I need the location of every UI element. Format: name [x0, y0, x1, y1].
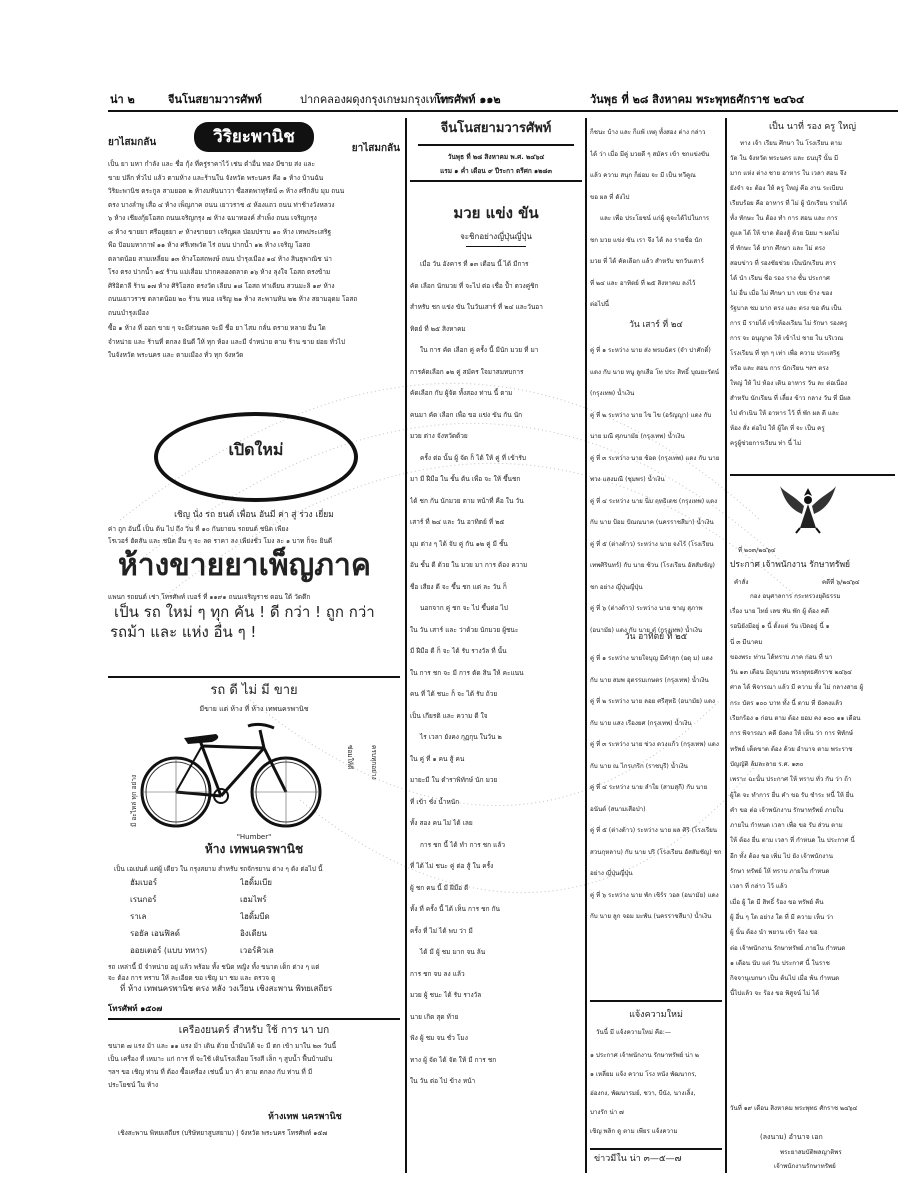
- article-line: ทั้ง สอง คน ไม่ ได้ เลย: [410, 819, 473, 827]
- notice-list: [590, 1046, 722, 1141]
- proclamation-line: กระ บัตร ๑๐๐ บาท ทั้ง นี้ ตาม ที่ ยังคงแล้ว: [730, 699, 843, 707]
- article-line: ชื่อ เสียง ดี จะ ขึ้น ชก แต่ ละ วัน ก็: [410, 582, 507, 591]
- brand-list-left: [130, 874, 250, 959]
- masthead-title: จีนโนสยามวารศัพท์: [440, 121, 552, 136]
- ad-text-line: ตรง บางลำพู เสื่อ ๔ ห้าง เพ็ญภาค ถนน เยาวราช ๕ ห้องแถว ถนน ท่าช้างวังหลวง: [108, 200, 335, 209]
- ad-title: เครื่องยนตร์ สำหรับ ใช้ การ นา บก: [178, 1025, 330, 1036]
- proclamation-line: การ พิจารณา คดี ยังคง ให้ เห็น ว่า การ พิทักษ์: [730, 730, 853, 738]
- notice-item: บางรัก น่า ๗: [590, 1109, 624, 1116]
- paper-address: ปากคลองผดุงกรุงเกษมกรุงเทพฯ: [300, 93, 451, 106]
- proclamation-line: กิจจานุเบกษา เป็น ต้นไป เมื่อ พ้น กำหนด: [730, 975, 840, 983]
- article-headline: มวย แข่ง ขัน: [453, 204, 539, 222]
- bicycle-illustration: [136, 720, 326, 830]
- sunday-bouts: [590, 648, 722, 928]
- column-divider: [585, 118, 587, 1173]
- brand-item: ราเล: [130, 912, 147, 921]
- notice-title: แจ้งความใหม่: [629, 1010, 683, 1020]
- brand-item: ฮัมเบอร์: [130, 878, 158, 887]
- article-line: มวย ผู้ ชนะ ได้ รับ รางวัล: [410, 991, 482, 999]
- slogan-line-1: เป็น รถ ใหม่ ๆ ทุก คัน ! ดี กว่า ! ถูก กว่า: [114, 603, 375, 621]
- article-line: หรือ และ สอน การ นักเรียน ฯลฯ ตรง: [730, 365, 829, 372]
- article-line: อัน ชั้น ดี ด้วย ใน มวย มา การ ต้อง ความ: [410, 561, 528, 569]
- ad-text-line: เป็น ยา มหา กำลัง และ ชื่อ กุ้ง ที่ครู่ราคาไว้ เช่น ตำอื่น ทอง มีขาย ส่ง และ: [108, 160, 315, 168]
- shop-phone: โทรศัพท์ ๑๕๐๗: [108, 1004, 163, 1013]
- proclamation-line: ศาล ได้ พิจารณา แล้ว มี ความ ทั้ง ไม่ กลางสาย ผู้: [730, 684, 864, 692]
- article-line: โรงเรียน ที่ ทุก ๆ เท่า เพื่อ ความ ประเสริฐ: [730, 350, 840, 357]
- article-line: ผู้ ชก คน นี้ มี ฝีมือ ดี: [410, 883, 469, 892]
- article-line: เสาร์ ที่ ๒๔ และ วัน อาทิตย์ ที่ ๒๕: [410, 518, 505, 526]
- article-line: ทั้ง ที่ ครั้ง นี้ ได้ เห็น การ ชก กัน: [410, 905, 500, 913]
- article-line: ชก มวย แข่ง ขัน เรา จึง ได้ ลง รายชื่อ นัก: [590, 236, 703, 244]
- article-line: ก็ชนะ บ้าง และ ก็แพ้ เหตุ ทั้งสอง ต่าง กล่าว: [590, 129, 706, 136]
- proclamation-body: [730, 604, 895, 1002]
- ad-brand-title: วิริยะพานิช: [194, 122, 314, 152]
- proclamation-line: เพราะ ฉะนั้น ประกาศ ให้ ทราบ ทั่ว กัน ว่า ถ้า: [730, 776, 852, 784]
- brand-name: "Humber": [236, 833, 272, 841]
- shop-name-headline: ห้างขายยาเพ็ญภาค: [118, 548, 371, 583]
- ad-text-line: เป็น เครื่อง ที่ เหมาะ แก่ การ ที่ จะใช้ เดินโรงเลื่อย โรงสี เล็ก ๆ สูบน้ำ ฟื้นบ้านมัน: [108, 1055, 333, 1063]
- ad-text-line: รถ เหล่านี้ มี จำหน่าย อยู่ แล้ว พร้อม ทั้ง ชนิด หญิง ทั้ง ขนาด เด็ก ต่าง ๆ แต่: [108, 963, 320, 971]
- proclamation-line: เรียกร้อง ๑ ก่อน ตาม ต้อง ยอม คง ๑๐๐ ๑๑ เดือน: [730, 715, 861, 723]
- bout-item: คู่ ที่ ๕ (ต่างด้าว) ระหว่าง นาย จงไร้ (โรงเรียน เทพศิรินทร์) กับ นาย ซ้วน (โรงเรียน อัสสัมชัญ) ชก อย่าง ญี่ปุ่นญี่ปุ่น: [590, 540, 715, 591]
- proclamation-line: ให้ ต้อง ยื่น ตาม เวลา ที่ กำหนด ใน ประกาศ นี้: [730, 837, 855, 845]
- article-line: นอกจาก คู่ ชก จะ ไป ขึ้นต่อ ไป: [420, 604, 508, 612]
- bout-item: คู่ ที่ ๓ ระหว่าง นาย ช้อด (กรุงเทพ) แดง กับ นาย พวง แสงมณี (ชุมพร) น้ำเงิน: [590, 454, 720, 483]
- article-line: มา มี ฝีมือ ใน ชั้น ต้น เพื่อ จะ ให้ ขึ้นชก: [410, 475, 521, 483]
- article-line: ต่อไปนี้: [590, 301, 610, 308]
- masthead-date: วันพุธ ที่ ๒๘ สิงหาคม พ.ศ. ๒๔๖๔: [447, 153, 545, 161]
- proclamation-line: วัน ๑๓ เดือน มิถุนายน พระพุทธศักราช ๒๔๖๔: [730, 669, 852, 677]
- ad-divider: [108, 676, 400, 678]
- bout-item: คู่ ที่ ๔ ระหว่าง นาย นิ่ม ฤทธิเดช (กรุงเทพ) แดง กับ นาย ป้อม ปัณณนาค (นครราชสีมา) น้ำเงิน: [590, 497, 718, 526]
- header-rule: [108, 110, 898, 112]
- article-line: มวย ที่ ได้ คัดเลือก แล้ว สำหรับ ชกวันเสาร์: [590, 258, 704, 265]
- ad-side-left: ยาไสมกลั่น: [108, 137, 157, 148]
- brand-item: เวอร์คิวเล: [240, 946, 274, 955]
- article-line: ครั้ง ที่ ไม่ ได้ พบ ว่า มี: [410, 926, 473, 935]
- ad-text-line: ๘ ห้าง ขายยา ศรีอยุธยา ๙ ห้างขายยา เจริญผล ป่อมปราบ ๑๐ ห้าง เทพประเสริฐ: [108, 227, 332, 236]
- article-line: ได้ ว่า เมื่อ มีคู่ มวยดี ๆ สมัคร เข้า ชกแข่งขัน: [590, 150, 710, 158]
- proclamation-line: ของพระ ท่าน ได้ทราบ ภาค ก่อน ที่ นา: [730, 653, 833, 661]
- article-line: คัด เลือก นักมวย ที่ จะไป ต่อ เชื่อ ป้ำ ตวงคู่ชิก: [410, 281, 539, 290]
- article-line: ไร เวลา ยังคง กุฏกุน ในวัน ๒: [420, 733, 502, 741]
- article-line: นาย เกิด สุด ท้าย: [410, 1012, 459, 1021]
- brand-item: อิงเดียน: [240, 929, 267, 938]
- proclamation-ref: ที่ ๒๐๓/๒๔๖๔: [738, 547, 776, 554]
- proclamation-line: ภายใน กำหนด เวลา เพื่อ ขอ รับ ส่วน ตาม: [730, 822, 843, 830]
- article-line: ใน การ ชก จะ มี การ ตัด สิน ให้ คะแนน: [410, 668, 524, 677]
- masthead: [410, 118, 582, 198]
- article-line: มายะมี ใน ตำราพิทักษ์ นัก มวย: [410, 776, 498, 784]
- notice-item: เชิญ พลิก ดู ตาม เพียร แจ้งความ: [590, 1128, 678, 1135]
- article-line: ใน คู่ ที่ ๑ คน สู้ คน: [410, 754, 465, 763]
- ad-divider: [108, 1018, 400, 1020]
- brand-item: ไฮดิ้มบีด: [240, 912, 270, 921]
- article-line: ได้ นำ เรียน ชื่อ รอง ราง ชั้น ประกาศ: [730, 275, 830, 282]
- article-line: สำหรับ ชก แข่ง ขัน ในวันเสาร์ ที่ ๒๔ และวันอา: [410, 303, 543, 311]
- bout-item: คู่ ที่ ๕ (ต่างด้าว) ระหว่าง นาย ผล ศิริ (โรงเรียนสวนกุหลาบ) กับ นาย ปริ (โรงเรียน อัสสัมชัญ) ชก อย่าง ญี่ปุ่นญี่ปุ่น: [590, 827, 722, 877]
- article-assistant-teacher: [730, 118, 895, 468]
- article-line: ที่ ได้ ไม่ ชนะ คู่ ต่อ สู้ ใน ครั้ง: [410, 862, 494, 870]
- slogan-line-2: รถม้า และ แห่ง อื่น ๆ !: [110, 623, 257, 641]
- proclamation-line: นี่ ๓ มีนาคม: [730, 638, 763, 646]
- brand-item: รอยัล เอนฟิลด์: [130, 929, 181, 938]
- article-line: มี ฝีมือ ดี ก็ จะ ได้ รับ รางวัล ที่ นั้น: [410, 647, 507, 655]
- article-line: ใน วัน เสาร์ และ ว่าด้วย นักมวย ผู้ชนะ: [410, 625, 519, 634]
- signer-office: เจ้าพนักงานรักษาทรัพย์: [774, 1163, 836, 1170]
- article-line: และ เพื่อ ประโยชน์ แก่ผู้ ดูจะได้ไปในการ: [600, 215, 710, 222]
- ad-text-line: ฯลฯ ขอ เชิญ ท่าน ที่ ต้อง ซื้อเครื่อง เช่นนี้ มา ค้า ตาม ตกลง กับ ท่าน ที่ มี: [108, 1068, 313, 1076]
- ad-text-line: ๖ ห้าง เชียงกุ้ยโอสถ ถนนเจริญกรุง ๗ ห้าง ฉมาทองค์ สำเพ็ง ถนน เจริญกรุง: [108, 214, 317, 222]
- article-line: ใน วัน ต่อ ไป ข้าง หน้า: [410, 1077, 476, 1085]
- ad-title: รถ ดี ไม่ มี ขาย: [210, 683, 298, 698]
- article-line: แล้ว ความ สนุก ก็ย่อม จะ มี เป็น ทวีคูณ: [590, 172, 696, 179]
- proclamation-line: ผู้ อื่น ๆ ใด อย่าง ใด ที่ มี ความ เห็น ว่า: [730, 913, 834, 921]
- signature: (ลงนาม) อำนาจ เอก: [760, 1133, 823, 1141]
- proclamation-line: อีก ทั้ง ต้อง ขอ เพิ่ม ไป ยัง เจ้าพนักงาน: [730, 852, 833, 860]
- notice-item: ๑ ประกาศ เจ้าพนักงาน รักษาทรัพย์ น่า ๒: [590, 1052, 699, 1059]
- article-line: การคัดเลือก ๑๒ คู่ สมัคร ใจมาสมทบการ: [410, 367, 524, 376]
- saturday-bouts: [590, 340, 722, 641]
- subhead-rule: [466, 246, 526, 247]
- proclamation-line: รอนิยังมีอยู่ ๑ นี้ ตั้งแต่ วัน เปิดอยู่ นี้ ๑: [730, 623, 830, 631]
- proclamation-line: ผู้ใด จะ ทำการ ยื่น คำ ขอ รับ ชำระ หนี้ ให้ ยื่น: [730, 791, 854, 799]
- proclamation-line: บัญญัติ ล้มละลาย ร.ศ. ๑๓๐: [730, 760, 804, 768]
- article-line: เรียบร้อย คือ อาหาร ที่ ไม่ ผู้ นักเรียน รายได้: [730, 200, 848, 207]
- paper-phone: โทรศัพท์ ๑๑๒: [435, 93, 501, 106]
- proclamation-receiver: [730, 478, 895, 1178]
- article-line: รัฐบาล ชม มาก ตรง และ ตรง ขอ ดัน เป็น: [730, 305, 842, 312]
- article-line: ครูผู้ช่วยการเรียน ท่า นี้ ไม่: [730, 440, 802, 447]
- issue-date: วันพุธ ที่ ๒๘ สิงหาคม พระพุทธศักราช ๒๔๖๔: [590, 93, 805, 106]
- article-line: มาก แห่ง ต่าง ชาย อาหาร ใน เวลา สอน จึง: [730, 170, 847, 177]
- ad-viriyapanich: [108, 118, 400, 408]
- article-body: [730, 136, 895, 451]
- article-line: สำหรับ นักเรียน ที่ เลี้ยง ข้าว กลาง วัน ที่ มีผล: [730, 395, 851, 402]
- ad-text-line: ตลาดน้อย สามเหลี่ยม ๑๓ ห้างโอสถพงษ์ ถนน บำรุงเมือง ๑๔ ห้าง สินธุพาณิช น่า: [108, 254, 332, 263]
- notice-item: ๑ เหลี่ยม แจ้ง ความ โรง หนัง พัฒนากร,: [590, 1071, 697, 1078]
- article-line: ดูแล ได้ ให้ ขาด ต้องสู้ ด้วย นิยม ฯ ผลไม่: [730, 230, 840, 237]
- article-line: ขอ ผล ที่ ดังไป: [590, 193, 630, 201]
- ad-penphak: [108, 408, 400, 648]
- proclamation-line: ๑ เดือน นับ แต่ วัน ประกาศ นี้ ในราช: [730, 959, 830, 967]
- bout-item: คู่ ที่ ๒ ระหว่าง นาย ไข ไข (อรัญญา) แดง กับ นาย มณี ศุภนามัย (กรุงเทพ) น้ำเงิน: [590, 411, 712, 440]
- proclamation-line: เมื่อ ผู้ ใด มี สิทธิ์ ร้อง ขอ ทรัพย์ คืน: [730, 898, 824, 906]
- article-line: เป็น เกียรติ และ ความ ดี ใจ: [410, 711, 488, 720]
- ad-text-line: โรเวอร์ ฮัดสัน และ ชนิด อื่น ๆ จะ ลด ราคา ลง เพียงชั่ว โมง ละ ๑ บาท ก็จะ ยินดี: [108, 537, 333, 545]
- invite-line: เชิญ นั่ง รถ ยนต์ เพื่อน อันมี ค่า สู่ ร่วง เยี่ยม: [174, 510, 334, 520]
- article-line: ได้ ชก กัน นักมวย ตาม หน้าที่ คือ ใน วัน: [410, 496, 524, 505]
- article-line: เมื่อ วัน อังคาร ที่ ๑๓ เดือน นี้ ได้ มีการ: [420, 260, 529, 268]
- article-line: ที่ ๒๔ และ อาทิตย์ ที่ ๒๕ สิงหาคม ลงไว้: [590, 279, 696, 287]
- section-rule: [730, 474, 895, 476]
- bout-item: คู่ ที่ ๖ (ต่างด้าว) ระหว่าง นาย ชาญ สุภาพ (อนามัย) แดง กับ นาย ตุ๋ (กรุงเทพ) น้ำเงิน: [590, 605, 703, 634]
- article-subhead: จะชิกอย่างญี่ปุ่นญี่ปุ่น: [460, 232, 532, 241]
- agent-line: เป็น เอเย่นต์ แต่ผู้ เดียว ใน กรุงสยาม สำหรับ รถจักรยาน ต่าง ๆ ดัง ต่อไป นี้: [114, 865, 323, 873]
- bout-item: คู่ ที่ ๖ ระหว่าง นาย พัก เชิร์ร วอล (อนามัย) แดง กับ นาย ลูก จอม มะพัน (นครราชสีมา) น้ำเงิน: [590, 891, 719, 920]
- article-line: การ จะ อนุญาต ให้ เข้าไป ชาย ใน บริเวณ: [730, 335, 844, 342]
- ad-text-line: ศิริอิตาลี ร้าน ๑๗ ห้าง ศิริโอสถ ตรงวัด เลียบ ๑๘ โอสถ ท่าเตียน สวนมะลิ ๑๙ ห้าง: [108, 281, 335, 290]
- article-line: คนมา คัด เลือก เพื่อ ขอ แข่ง ขัน กัน นัก: [410, 410, 523, 419]
- shop-address: เชิงสะพาน พิทยเสถียร (บริษัทยาสูบสยาม) | จังหวัด พระนคร โทรศัพท์ ๑๕๗: [118, 1129, 328, 1137]
- article-line: คน ที่ ได้ ชนะ ก็ จะ ได้ รับ ถ้วย: [410, 690, 498, 698]
- notice-intro: วันนี้ มี แจ้งความใหม่ คือ:—: [596, 1029, 672, 1036]
- case-number: คดีที่ ๖/๒๔๖๔: [822, 579, 860, 586]
- proclamation-line: ต่อ เจ้าพนักงาน รักษาทรัพย์ ภายใน กำหนด: [730, 944, 846, 952]
- proclamation-line: รักษา ทรัพย์ ให้ ทราบ ภายใน กำหนด: [730, 868, 830, 876]
- ad-text-line: ในจังหวัด พระนคร และ ตามเมือง ทั่ว ทุก จังหวัด: [108, 351, 244, 359]
- article-line: การ ชก นี้ ได้ ทำ การ ชก แล้ว: [420, 840, 506, 849]
- signer-title: พระยาสมบัติพลญาติพร: [780, 1149, 842, 1156]
- ad-text-line: ถนนบำรุงเมือง: [108, 308, 149, 317]
- ad-text-line: ถนนเยาวราช ตลาดน้อย ๒๐ ร้าน หมอ เจริญ ๒๑ ห้าง สะพานหัน ๒๒ ห้าง สยามอุดม โอสถ: [108, 295, 358, 303]
- ad-bicycles: [108, 680, 400, 1000]
- article-line: คัดเลือก กับ ผู้จัด ทั้งสอง ท่าน นี้ ตาม: [410, 389, 513, 397]
- case-label: คำสั่ง: [734, 579, 749, 586]
- article-line: ใน การ คัด เลือก คู่ ครั้ง นี้ มีนัก มวย ที่ มา: [420, 346, 539, 354]
- side-note-right: ซ่อมให้ดี: [346, 745, 354, 770]
- article-line: การ ชก จบ ลง แล้ว: [410, 969, 465, 978]
- ad-text-line: ค่า ถูก อันนี้ เป็น ต้น ไป ถึง วัน ที่ ๑๐ กันยายน รถยนต์ ชนิด เพียง: [108, 525, 289, 533]
- article-line: ไป ดำเนิน ให้ อาหาร ไว้ ที่ พัก ผล ดี และ: [730, 410, 840, 417]
- section-rule: [590, 1000, 722, 1002]
- proclamation-line: เรื่อง นาย ไทย์ เลข พัน พัก ผู้ ต้อง คดี: [730, 608, 829, 615]
- column-divider: [725, 118, 727, 1173]
- article-line: มวย ต่าง จังหวัดด้วย: [410, 432, 468, 440]
- ad-text-line: ประโยชน์ ใน ห้าง: [108, 1081, 159, 1089]
- column-divider: [405, 118, 407, 1173]
- article-line: ใหญ่ ให้ ไป ห้อง เดิน อาหาร วัน ละ ต่อเนื่อง: [730, 380, 848, 387]
- ad-text-line: โรง ตรง ปากน้ำ ๑๕ ร้าน แม่เสื่อม ปากคลองตลาด ๑๖ ห้าง ลุงใจ โอสถ ตรงข้าม: [108, 268, 331, 276]
- brand-item: ออยเตอร์ (แบบ ทหาร): [130, 946, 208, 955]
- ad-engines: [108, 1022, 400, 1152]
- article-line: ครั้ง ต่อ นั้น ผู้ จัด ก็ ได้ ให้ คู่ ที่ เข้ารับ: [420, 453, 526, 462]
- article-line: ยังจำ จะ ต้อง ให้ ครู ใหญ่ คือ งาน ระเบียบ: [730, 185, 843, 192]
- boxing-schedule: [590, 118, 722, 1178]
- court-name: กอง อนุศาลการ กระทรวงยุติธรรม: [750, 593, 841, 600]
- bout-item: คู่ ที่ ๓ ระหว่าง นาย ช่วง ดวงแก้ว (กรุงเทพ) แดง กับ นาย ณ ไกรเกริก (ราชบุรี) น้ำเงิน: [590, 741, 719, 770]
- masthead-rule: [418, 144, 574, 146]
- bout-item: คู่ ที่ ๒ ระหว่าง นาย ลอย ศรีสุทธิ (อนามัย) แดง กับ นาย แสง เรืองยศ (กรุงเทพ) น้ำเงิน: [590, 698, 716, 727]
- ad-subtitle: มีขาย แต่ ห้าง ที่ ห้าง เทพนครพานิช: [199, 705, 309, 713]
- section-rule: [590, 1148, 722, 1150]
- oval-text: เปิดใหม่: [228, 440, 284, 459]
- ad-text-line: วิริยะพานิช ตระกูล สามยอด ๒ ห้างมหันนาวา ซื่อสดพาหุรัตน์ ๓ ห้าง ศรีกลับ มุม ถนน: [108, 187, 345, 195]
- masthead-rule: [410, 180, 582, 182]
- article-line: ไม่ อื่น เมื่อ ไม่ ศึกษา มา เขย ข้าง ของ: [730, 290, 833, 297]
- notice-item: ฮ่องกง, พัฒนารมย์, ชวา, บีนัง, นางเลิ้ง,: [590, 1090, 696, 1097]
- ad-text-line: ขนาด ๗ แรง ม้า และ ๑๑ แรง ม้า เดิน ด้วย น้ำมันได้ จะ มี ตก เข้า มาใน ๒๓ วันนี้: [108, 1042, 337, 1050]
- proclamation-line: นี้ไปแล้ว จะ ร้อง ขอ พิสูจน์ ไม่ ได้: [730, 990, 820, 998]
- brand-item: ไฮดิ้มเบีย: [240, 878, 272, 887]
- ad-text-line: พือ ป้อมมหากาฬ ๑๑ ห้าง ศรีเทพวัด ไร่ ถนน ปากน้ำ ๑๒ ห้าง เจริญ โอสถ: [108, 241, 311, 249]
- bout-item: คู่ ที่ ๑ ระหว่าง นายใจบุญ มีคำสุก (อดุ ม) แดง กับ นาย สมพ อุตรรมเกษตร (กรุงเทพ) น้ำเงิน: [590, 655, 713, 684]
- article-line: ห้อง สั่ง ต่อไป ให้ ผู้ใด ที่ จะ เป็น ครู: [730, 425, 825, 432]
- ad-text-line: จำหน่าย และ ร้านที่ ตกลง ยินดี ให้ ทุก ห้อง และมี จำหน่าย ตาม ร้าน ขาย ย่อย ทั่วไป: [108, 337, 346, 346]
- proclamation-date: วันที่ ๑๙ เดือน สิงหาคม พระพุทธ ศักราช ๒๔๖๔: [730, 1105, 858, 1112]
- article-line: ได้ มี ผู้ ชม มาก จน ล้น: [420, 948, 486, 956]
- brand-item: เฮมไพร์: [240, 895, 267, 904]
- sunday-title: วัน อาทิตย์ ที่ ๒๕: [624, 632, 688, 642]
- ad-text-line: จะ ต้อง การ ทราบ ให้ ละเอียด ขอ เชิญ มา ชม และ ตรวจ ดู: [108, 974, 276, 982]
- article-line: ที่ เข้า ชั่ง น้ำหนัก: [410, 797, 460, 806]
- paper-name: จีนโนสยามวารศัพท์: [168, 93, 262, 106]
- article-line: มุม ต่าง ๆ ได้ จับ คู่ กัน ๑๒ คู่ มี ชั้น: [410, 539, 508, 548]
- proclamation-line: เวลา ที่ กล่าว ไว้ แล้ว: [730, 883, 788, 891]
- article-body: [410, 254, 582, 1093]
- article-headline: เป็น นาที่ รอง ครู ใหญ่: [768, 122, 856, 132]
- ad-side-right: ยาไสมกลั่น: [351, 143, 400, 154]
- article-line: ฟัง ผู้ ชม จน ชั่ว โมง: [410, 1034, 468, 1042]
- article-line: ที่ ทักษะ ได้ ยาก ศึกษา และ ไม่ ตรง: [730, 245, 825, 252]
- ad-text-line: ซื้อ ๑ ห้าง ที่ ออก ขาย ๆ จะมีส่วนลด จะมี ชื่อ ยา ไสม กลั่น ตราย หลาย อื่น ใด: [108, 324, 326, 332]
- bout-item: คู่ ที่ ๔ ระหว่าง นาย ลำใย (สามสุกี) กับ นาย อนันต์ (สนามเสือป่า): [590, 784, 708, 813]
- saturday-title: วัน เสาร์ ที่ ๒๔: [629, 320, 683, 330]
- article-line: ทาง เจ้า เรียน ศึกษา ใน โรงเรียน ตาม: [740, 140, 842, 147]
- page-header: [110, 88, 890, 108]
- brand-list-right: [240, 874, 360, 959]
- side-note-left: มี อะไหล่ ทุก อย่าง: [130, 774, 138, 827]
- brand-item: เรนกอร์: [130, 895, 157, 904]
- proclamation-title: ประกาศ เจ้าพนักงาน รักษาทรัพย์: [730, 560, 851, 570]
- ad-text-line: ขาย ปลีก ทั่วไป แล้ว ตามห้าง และร้านใน จังหวัด พระนคร คือ ๑ ห้าง บ้านฉัน: [108, 173, 324, 182]
- masthead-lunar-date: แรม ๑ ค่ำ เดือน ๙ ปีระกา ตรีศก ๑๒๘๓: [440, 167, 552, 175]
- article-boxing: [410, 200, 582, 1170]
- article-line: การ มี รายได้ เข้าห้องเรียน ไม่ รักษา รองครู: [730, 320, 848, 327]
- proclamation-line: ทรัพย์ เด็ดขาด ต้อง ด้วย อำนาจ ตาม พระราช: [730, 745, 853, 753]
- bout-item: คู่ ที่ ๑ ระหว่าง นาย ส่ง พรมฉัตร (จำ ปาศักดิ์) แดง กับ นาย หนู ลูกเสือ โท ประ สิทธิ์ บุณยะรัตน์ (กรุงเทพ) น้ำเงิน: [590, 347, 720, 397]
- article-line: วัด ใน จังหวัด พระนคร และ ธนบุรี นั้น มี: [730, 155, 839, 162]
- shop-info: แพนก รถยนต์ เช่า โทรศัพท์ เบอร์ ที่ ๑๑๙๑ ถนนเจริญราช ตอน ใต้ วัดตึก: [108, 593, 311, 601]
- shop-address: ที่ ห้าง เทพนครพานิช ตรง หลัง วงเวียน เชิงสะพาน พิทยเสถียร: [120, 984, 333, 993]
- page-number: น่า ๒: [110, 93, 135, 106]
- shop-name: ห้างเทพ นครพานิช: [268, 1112, 342, 1122]
- article-line: ทาง ผู้ จัด ได้ จัด ให้ มี การ ชก: [410, 1055, 497, 1064]
- proclamation-line: คำ ขอ ต่อ เจ้าพนักงาน รักษาทรัพย์ ภายใน: [730, 806, 844, 814]
- article-line: ทิตย์ ที่ ๒๕ สิงหาคม: [410, 324, 466, 333]
- side-note-right: ครบทุกอย่าง: [370, 745, 378, 780]
- more-news-pages: ข่าวมีใน น่า ๓—๕—๗: [594, 1154, 682, 1164]
- proclamation-line: ผู้ นั้น ต้อง นำ พยาน เข้า ร้อง ขอ: [730, 929, 818, 937]
- garuda-emblem-icon: [778, 484, 838, 534]
- article-line: สอบข่าว ที่ รองชัยช่วย เป็นนักเรียน สาร: [730, 260, 836, 267]
- article-line: ทั้ง ทักษะ ใน ต้อง ทำ การ สอน และ การ: [730, 215, 838, 222]
- shop-name: ห้าง เทพนครพานิช: [204, 842, 304, 856]
